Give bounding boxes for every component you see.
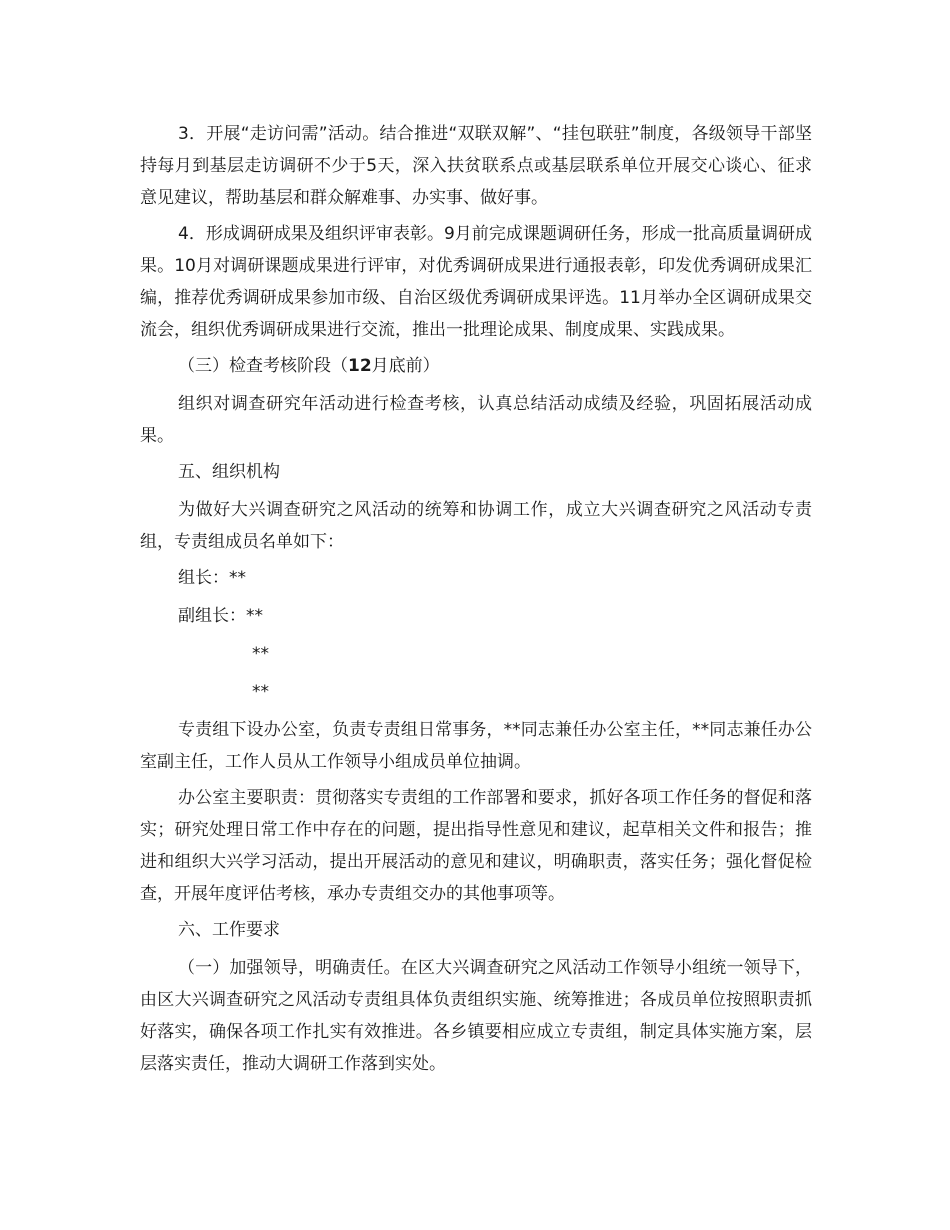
inspection-stage-suffix: 月底前） <box>371 356 440 376</box>
section-heading-inspection-stage <box>140 350 812 382</box>
paragraph-office: 专责组下设办公室，负责专责组日常事务，**同志兼任办公室主任，**同志兼任办公室副主任，工作人员从工作领导小组成员单位抽调。 <box>140 720 812 772</box>
document-body <box>140 118 812 1084</box>
paragraph-office-duties: 办公室主要职责：贯彻落实专责组的工作部署和要求，抓好各项工作任务的督促和落实；研究处理日常工作中存在的问题，提出指导性意见和建议，起草相关文件和报告；推进和组织大兴学习活动，提出开展活动的意见和建议，明确职责，落实任务；强化督促检查，开展年度评估考核，承办专责组交办的其他事项等。 <box>140 788 812 904</box>
paragraph-leadership: （一）加强领导，明确责任。在区大兴调查研究之风活动工作领导小组统一领导下，由区大兴调查研究之风活动专责组具体负责组织实施、统筹推进；各成员单位按照职责抓好落实，确保各项工作扎实有效推进。各乡镇要相应成立专责组，制定具体实施方案，层层落实责任，推动大调研工作落到实处。 <box>140 958 812 1074</box>
section-heading-requirements: 六、工作要求 <box>178 920 280 940</box>
section-heading-organization: 五、组织机构 <box>178 462 280 482</box>
paragraph-inspection: 组织对调查研究年活动进行检查考核，认真总结活动成绩及经验，巩固拓展活动成果。 <box>140 394 812 446</box>
inspection-stage-month: 12 <box>348 356 372 376</box>
paragraph-task-group: 为做好大兴调查研究之风活动的统筹和协调工作，成立大兴调查研究之风活动专责组，专责组成员名单如下： <box>140 500 812 552</box>
group-leader: 组长：** <box>178 568 246 588</box>
inspection-stage-prefix: （三）检查考核阶段（ <box>178 356 348 376</box>
deputy-member-1: ** <box>252 644 269 664</box>
paragraph-research-results: 4．形成调研成果及组织评审表彰。9月前完成课题调研任务，形成一批高质量调研成果。10月对调研课题成果进行评审，对优秀调研成果进行通报表彰，印发优秀调研成果汇编，推荐优秀调研成果参加市级、自治区级优秀调研成果评选。11月举办全区调研成果交流会，组织优秀调研成果进行交流，推出一批理论成果、制度成果、实践成果。 <box>140 224 812 340</box>
paragraph-visit-activity: 3．开展“走访问需”活动。结合推进“双联双解”、“挂包联驻”制度，各级领导干部坚持每月到基层走访调研不少于5天，深入扶贫联系点或基层联系单位开展交心谈心、征求意见建议，帮助基层和群众解难事、办实事、做好事。 <box>140 124 812 208</box>
deputy-group-leader: 副组长：** <box>178 606 263 626</box>
deputy-member-2: ** <box>252 682 269 702</box>
